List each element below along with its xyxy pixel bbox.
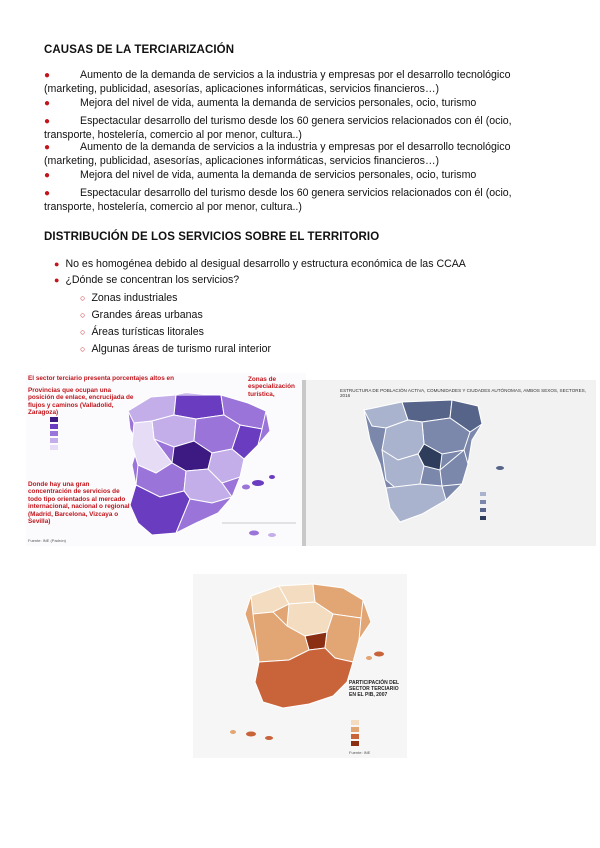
map1-zonas-annotation: Zonas de especialización turística,: [248, 376, 295, 398]
circle-bullet-icon: ○: [80, 344, 86, 354]
heading-distribucion: DISTRIBUCIÓN DE LOS SERVICIOS SOBRE EL TERRITORIO: [44, 231, 380, 243]
circle-bullet-icon: ○: [80, 310, 86, 320]
map-pib-terciario: [193, 574, 407, 758]
bullet-icon: ●: [44, 116, 51, 127]
map2-svg: [302, 380, 596, 546]
dist-item: ● No es homogénea debido al desigual desarrollo y estructura económica de las CCAA: [54, 258, 466, 270]
bullet-icon: ●: [44, 70, 51, 81]
sub-item: ○ Grandes áreas urbanas: [80, 309, 203, 321]
bullet-icon: ●: [54, 275, 60, 285]
bullet-icon: ●: [44, 188, 51, 199]
map3-source: Fuente: INE: [349, 750, 371, 755]
cause-item: ● Mejora del nivel de vida, aumenta la demanda de servicios personales, ocio, turismo: [44, 97, 477, 109]
cause-item: ● Aumento de la demanda de servicios a la industria y empresas por el desarrollo tecnológico (marketing, publicidad, asesorías, aplicaciones informáticas, servicios financieros…): [44, 141, 511, 167]
map-poblacion-activa: [302, 380, 596, 546]
sub-item: ○ Algunas áreas de turismo rural interior: [80, 343, 272, 355]
circle-bullet-icon: ○: [80, 293, 86, 303]
cause-item: ● Espectacular desarrollo del turismo desde los 60 genera servicios relacionados con él (ocio, transporte, hostelería, comercio al por menor, cultura..): [44, 115, 512, 141]
sub-item: ○ Zonas industriales: [80, 292, 178, 304]
cause-item: ● Mejora del nivel de vida, aumenta la demanda de servicios personales, ocio, turismo: [44, 169, 477, 181]
map1-source: Fuente: INE (Padrón): [28, 538, 67, 543]
map1-title: El sector terciario presenta porcentajes altos en: [28, 375, 174, 382]
map2-title: ESTRUCTURA DE POBLACIÓN ACTIVA, COMUNIDADES Y CIUDADES AUTÓNOMAS, AMBOS SEXOS, SECTORES, 2016: [340, 388, 586, 398]
map3-svg: [193, 574, 407, 758]
sub-item: ○ Áreas turísticas litorales: [80, 326, 204, 338]
circle-bullet-icon: ○: [80, 327, 86, 337]
map1-donde-annotation: Donde hay una gran concentración de servicios de todo tipo orientados al mercado internacional, nacional o regional (Madrid, Barcelona, Vizcaya o Sevilla): [28, 481, 130, 526]
bullet-icon: ●: [44, 170, 51, 181]
bullet-icon: ●: [44, 98, 51, 109]
bullet-icon: ●: [44, 142, 51, 153]
cause-item: ● Espectacular desarrollo del turismo desde los 60 genera servicios relacionados con él (ocio, transporte, hostelería, comercio al por menor, cultura..): [44, 187, 512, 213]
cause-item: ● Aumento de la demanda de servicios a la industria y empresas por el desarrollo tecnológico (marketing, publicidad, asesorías, aplicaciones informáticas, servicios financieros…): [44, 69, 511, 95]
heading-causas: CAUSAS DE LA TERCIARIZACIÓN: [44, 44, 235, 56]
map1-prov-annotation: Provincias que ocupan una posición de enlace, encrucijada de flujos y caminos (Valladolid, Zaragoza): [28, 387, 134, 417]
map-terciario-provincias: [26, 373, 306, 546]
bullet-icon: ●: [54, 259, 60, 269]
dist-item: ● ¿Dónde se concentran los servicios?: [54, 274, 240, 286]
map3-title: PARTICIPACIÓN DEL SECTOR TERCIARIO EN EL PIB, 2007: [349, 680, 400, 698]
